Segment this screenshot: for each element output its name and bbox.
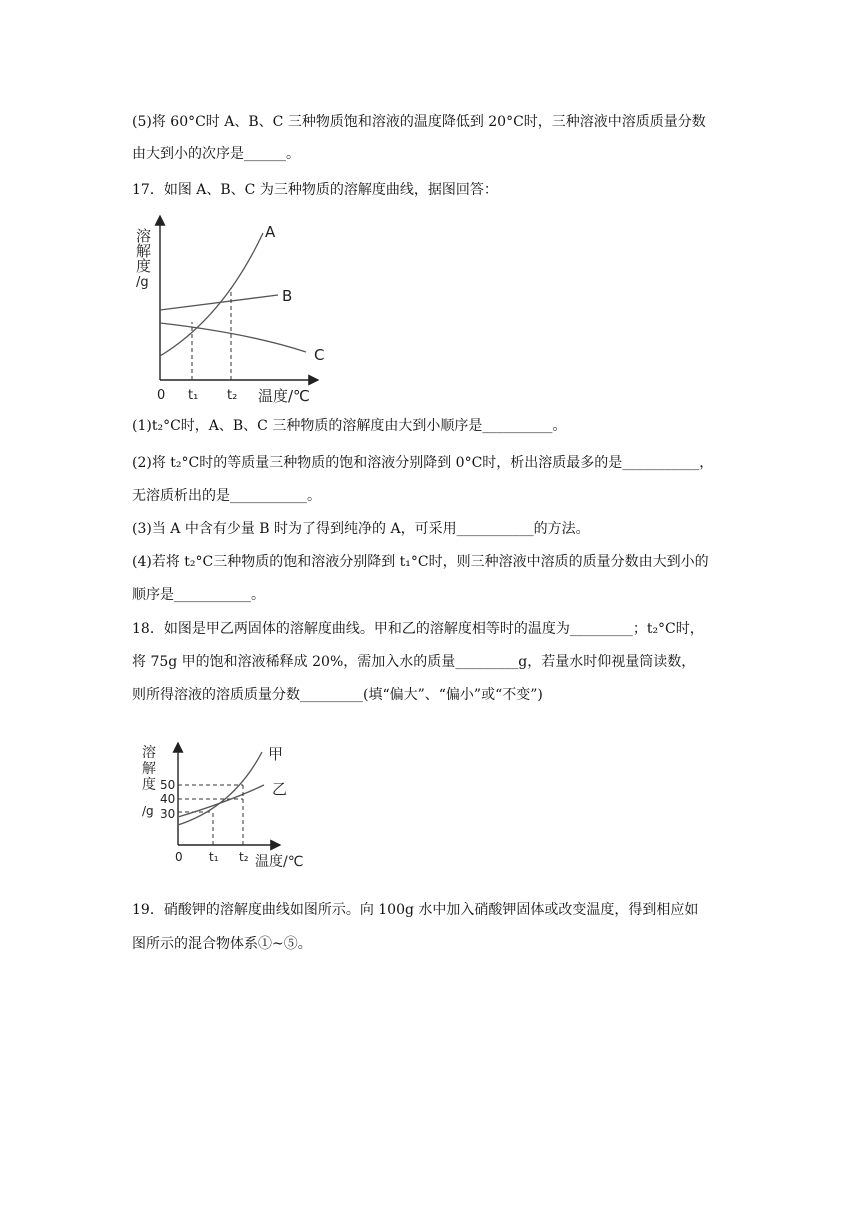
q17-part2-line2: 无溶质析出的是___________。: [132, 488, 321, 504]
tick-t2: t₂: [239, 850, 249, 864]
q17-part1: (1)t₂°C时，A、B、C 三种物质的溶解度由大到小顺序是__________。: [132, 418, 567, 434]
curve-label-b: B: [282, 287, 293, 305]
y-axis-label-3: 度: [136, 257, 152, 275]
curve-label-yi: 乙: [272, 780, 288, 798]
curve-jia: [178, 752, 262, 825]
figure-solubility-abc: [128, 208, 338, 408]
q17-part2-line1: (2)将 t₂°C时的等质量三种物质的饱和溶液分别降到 0°C时，析出溶质最多的是___________，: [132, 455, 714, 471]
curve-label-a: A: [265, 223, 276, 241]
tick-t1: t₁: [209, 850, 219, 864]
tick-t2: t₂: [227, 388, 238, 403]
curve-yi: [178, 785, 264, 817]
q19-line2: 图所示的混合物体系①~⑤。: [132, 936, 312, 952]
y-axis-label-1: 溶: [142, 745, 156, 761]
curve-label-c: C: [314, 346, 325, 364]
q19-line1: 19．硝酸钾的溶解度曲线如图所示。向 100g 水中加入硝酸钾固体或改变温度，得到相应如: [132, 902, 699, 918]
origin-label: 0: [175, 850, 183, 864]
y-axis-label-1: 溶: [136, 227, 152, 245]
q17-part4-line2: 顺序是___________。: [132, 587, 265, 603]
q16-part5-line1: (5)将 60°C时 A、B、C 三种物质饱和溶液的温度降低到 20°C时，三种溶液中溶质质量分数: [132, 114, 706, 130]
q18-line2: 将 75g 甲的饱和溶液稀释成 20%，需加入水的质量_________g，若量水时仰视量筒读数，: [132, 654, 696, 670]
curve-label-jia: 甲: [268, 745, 284, 763]
curve-a: [160, 233, 263, 356]
q17-stem: 17．如图 A、B、C 为三种物质的溶解度曲线，据图回答：: [132, 182, 498, 198]
curve-b: [160, 295, 278, 310]
q18-line1: 18．如图是甲乙两固体的溶解度曲线。甲和乙的溶解度相等时的温度为_________；t₂°C时，: [132, 621, 704, 637]
y-tick-50: 50: [160, 778, 176, 792]
q17-part3: (3)当 A 中含有少量 B 时为了得到纯净的 A，可采用___________的方法。: [132, 521, 590, 537]
q17-part4-line1: (4)若将 t₂°C三种物质的饱和溶液分别降到 t₁°C时，则三种溶液中溶质的质量分数由大到小的: [132, 554, 709, 570]
y-axis-label-2: 解: [136, 242, 152, 260]
y-tick-40: 40: [160, 792, 176, 806]
origin-label: 0: [157, 388, 166, 403]
q18-line3: 则所得溶液的溶质质量分数_________(填“偏大”、“偏小”或“不变”): [132, 687, 543, 703]
x-axis-label: 温度/℃: [255, 854, 304, 870]
q16-part5-line2: 由大到小的次序是______。: [132, 146, 300, 162]
curve-c: [160, 323, 306, 352]
y-axis-label-2: 解: [142, 761, 156, 777]
x-axis-label: 温度/℃: [258, 387, 310, 405]
y-axis-label-4: /g: [142, 804, 154, 818]
y-axis-label-3: 度: [142, 777, 156, 793]
y-tick-30: 30: [160, 807, 176, 821]
tick-t1: t₁: [188, 388, 199, 403]
y-axis-label-4: /g: [136, 275, 149, 290]
figure-solubility-jia-yi: [138, 737, 318, 872]
